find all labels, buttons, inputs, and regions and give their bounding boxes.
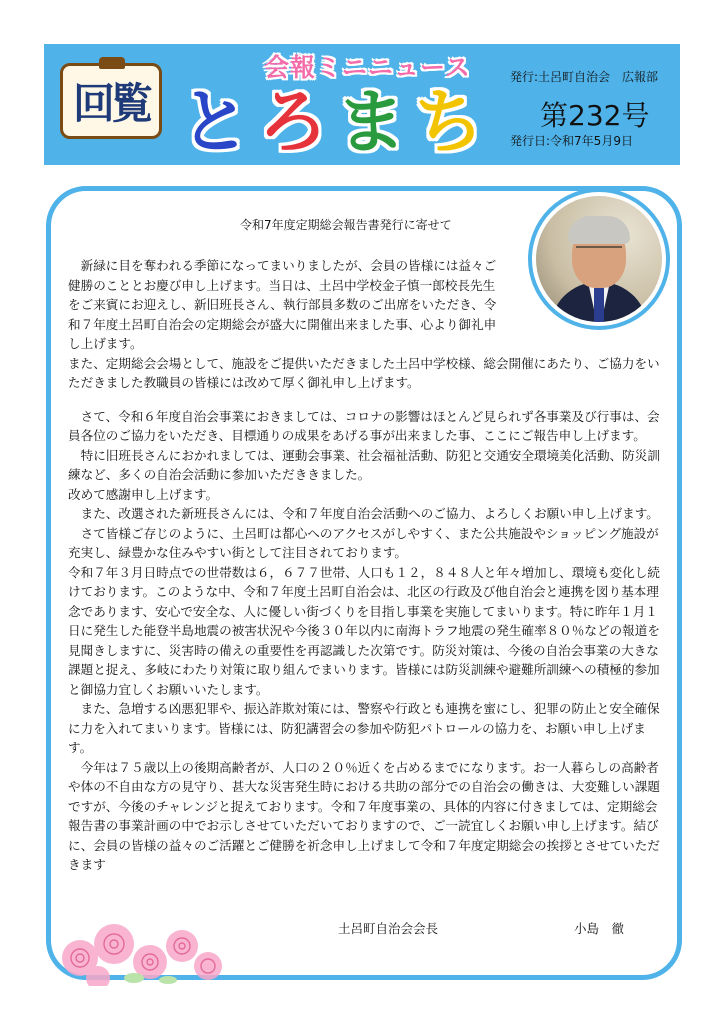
paragraph: また、急増する凶悪犯罪や、振込詐欺対策には、警察や行政とも連携を蜜にし、犯罪の防止と安全確保に力を入れてまいります。皆様には、防犯講習会の参加や防犯パトロールの協力を、お願い申し上げます。: [68, 701, 660, 755]
paragraph: さて皆様ご存じのように、土呂町は都心へのアクセスがしやすく、また公共施設やショッピング施設が充実し、緑豊かな住みやすい街として注目されております。: [68, 525, 659, 560]
article-title: 令和7年度定期総会報告書発行に寄せて: [240, 218, 452, 232]
paragraph: 今年は７５歳以上の後期高齢者が、人口の２０％近くを占めるまでになります。お一人暮らしの高齢者や体の不自由な方の見守り、甚大な災害発生時における共助の部分での自治会の働きは、大変難しい課題ですが、今後のチャレンジと捉えております。令和７年度事業の、具体的内容に付きましては、定期総会報告書の事業計画の中でお示しさせていただいておりますので、ご一読宜しくお願い申し上げます。結びに、会員の皆様の益々のご活躍とご健勝を祈念申し上げまして令和７年度定期総会の挨拶とさせていただきます: [68, 759, 660, 872]
paragraph: また、改選された新班長さんには、令和７年度自治会活動へのご協力、よろしくお願い申し上げます。: [68, 506, 659, 521]
title-char: ま: [336, 81, 406, 163]
paragraph: また、定期総会会場として、施設をご提供いただきました土呂中学校様、総会開催にあたり、ご協力をいただきました教職員の皆様には改めて厚く御礼申し上げます。: [68, 355, 660, 390]
clipboard-clip-icon: [99, 57, 125, 69]
publish-date: 発行日:令和7年5月9日: [510, 134, 633, 148]
signature-org: 土呂町自治会会長: [338, 921, 439, 936]
newsletter-title: [176, 80, 488, 164]
paragraph: 改めて感謝申し上げます。: [68, 486, 219, 502]
paragraph: 新緑に目を奪われる季節になってまいりましたが、会員の皆様には益々ご健勝のこととお慶び申し上げます。当日は、土呂中学校金子慎一郎校長先生をご来賓にお迎えし、新旧班長さん、執行部員多数のご出席をいただき、令和７年度土呂町自治会の定期総会が盛大に開催出来ました事、心より御礼申し上げます。: [68, 258, 497, 351]
rose-decoration-icon: [58, 900, 258, 986]
issue-number: 第232号: [540, 99, 650, 132]
title-char: ろ: [258, 81, 328, 163]
kairan-badge: [60, 63, 162, 139]
signature-name: 小島 徹: [574, 921, 625, 936]
title-char: と: [180, 81, 250, 163]
kairan-badge-text: 回覧: [72, 79, 149, 128]
publisher: 発行:土呂町自治会 広報部: [510, 70, 659, 84]
article-body: [68, 256, 662, 875]
paragraph: 特に旧班長さんにおかれましては、運動会事業、社会福祉活動、防犯と交通安全環境美化活動、防災訓練など、多くの自治会活動に参加いただききました。: [68, 447, 660, 482]
mini-news-label: 会報ミニニュース: [264, 53, 471, 82]
masthead: [44, 44, 680, 165]
lead-paragraph: [68, 256, 662, 354]
paragraph: さて、令和６年度自治会事業におきましては、コロナの影響はほとんど見られず各事業及び行事は、会員各位のご協力をいただき、目標通りの成果をあげる事が出来ました事、ここにご報告申し上げます。: [68, 408, 660, 443]
title-char: ち: [414, 81, 484, 163]
paragraph: 令和７年３月日時点での世帯数は６，６７７世帯、人口も１２，８４８人と年々増加し、環境も変化し続けております。このような中、令和７年度土呂町自治会は、北区の行政及び他自治会と連携を図り基本理念であります、安心で安全な、人に優しい街づくりを目指し事業を実施してまいります。特に昨年１月１日に発生した能登半島地震の被害状況や今後３０年以内に南海トラフ地震の発生確率８０％などの報道を見聞きしますに、災害時の備えの重要性を再認識した次第です。防災対策は、今後の自治会事業の大きな課題と捉え、多岐にわたり対策に取り組んでまいります。皆様には防災訓練や避難所訓練への積極的参加と御協力宜しくお願いいたします。: [68, 564, 660, 697]
